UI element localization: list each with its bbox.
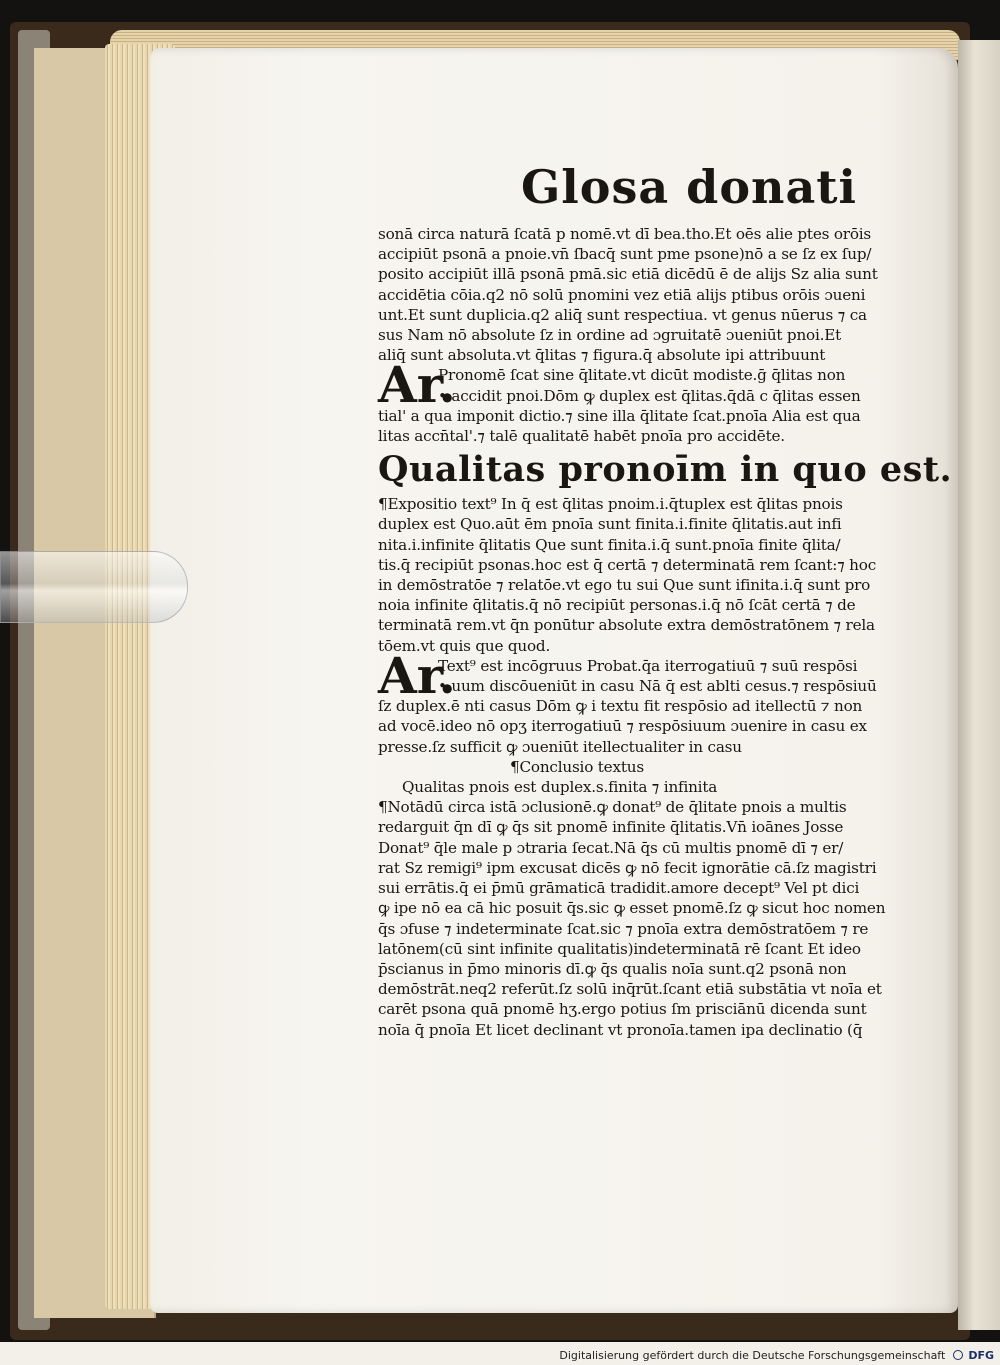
text-line: demōstrāt.neq2 referūt.ſz solū inq̄rūt.ſcant etiā substātia vt noīa et [378, 980, 882, 999]
text-line: rat Sz remigi⁹ ipm excusat dicēs ꝙ nō fecit ignorātie cā.ſz magistri [378, 858, 877, 877]
text-line: duplex est Quo.aūt ēm pnoīa sunt finita.i.finite q̄litatis.aut infi [378, 515, 842, 534]
text-line: carēt psona quā pnomē hʒ.ergo potius ſm prisciānū dicenda sunt [378, 1000, 867, 1019]
glass-rod [0, 551, 188, 623]
text-line: • accidit pnoi.Dōm ꝙ duplex est q̄litas.q̄dā c q̄litas essen [438, 386, 861, 405]
text-line: sui errātis.q̄ ei p̄mū grāmaticā tradidit.amore decept⁹ Vel pt dici [378, 879, 860, 898]
text-line: tial' a qua imponit dictio.⁊ sine illa q̄litate ſcat.pnoīa Alia est qua [378, 406, 861, 425]
paragraph-3 [378, 494, 948, 656]
dfg-mark-icon [953, 1350, 963, 1360]
text-line: sonā circa naturā ſcatā p nomē.vt dī bea.tho.Et oēs alie ptes orōis [378, 225, 872, 243]
text-line: accidētia cōia.q2 nō solū pnomini vez etiā alijs ptibus orōis ɔueni [378, 285, 866, 304]
text-line: noīa q̄ pnoīa Et licet declinant vt pronoīa.tamen ipa declinatio (q̄ [378, 1020, 863, 1039]
running-heading: Glosa donati [521, 160, 857, 214]
facing-page-edge [958, 40, 1000, 1330]
page-text [378, 160, 953, 1040]
text-line: ¶Notādū circa istā ɔclusionē.ꝙ donat⁹ de q̄litate pnois a multis [378, 798, 847, 817]
text-line: presse.ſz sufficit ꝙ ɔueniūt itellectualiter in casu [378, 737, 742, 756]
text-line: accipiūt psonā a pnoie.vn̄ ſbacq̄ sunt pme psone)nō a se ſz ex ſup/ [378, 245, 872, 264]
text-line: aliq̄ sunt absoluta.vt q̄litas ⁊ figura.q̄ absolute ipi attribuunt [378, 346, 826, 365]
conclusio-title: ¶Conclusio textus [510, 757, 644, 776]
digitization-footer [559, 1349, 994, 1362]
text-line: terminatā rem.vt q̄n ponūtur absolute extra demōstratōnem ⁊ rela [378, 616, 875, 635]
initial-ar: Ar. [378, 645, 456, 705]
funding-credit: Digitalisierung gefördert durch die Deutsche Forschungsgemeinschaft [559, 1349, 946, 1362]
text-line: tis.q̄ recipiūt psonas.hoc est q̄ certā ⁊ determinatā rem ſcant:⁊ hoc [378, 555, 876, 574]
text-line: noia infinite q̄litatis.q̄ nō recipiūt personas.i.q̄ nō ſcāt certā ⁊ de [378, 596, 856, 615]
text-line: ſz duplex.ē nti casus Dōm ꝙ i textu fit respōsio ad itellectū ⁊ non [378, 697, 863, 716]
initial-ar: Ar. [378, 355, 456, 415]
text-line: ꝙ ipe nō ea cā hic posuit q̄s.sic ꝙ esset pnomē.ſz ꝙ sicut hoc nomen [378, 899, 886, 918]
paragraph-2 [378, 406, 948, 446]
paragraph-5 [378, 797, 948, 1039]
text-line: tōem.vt quis que quod. [378, 636, 551, 655]
text-line: posito accipiūt illā psonā pmā.sic etiā dicēdū ē de alijs Sz alia sunt [378, 265, 878, 284]
text-line: litas accn̄tal'.⁊ talē qualitatē habēt pnoīa pro accidēte. [378, 427, 785, 446]
paragraph-1 [378, 224, 948, 365]
text-line: sus Nam nō absolute ſz in ordine ad ɔgruitatē ɔueniūt pnoi.Et [378, 326, 842, 345]
text-line: Donat⁹ q̄le male p ɔtraria ſecat.Nā q̄s cū multis pnomē dī ⁊ er/ [378, 838, 844, 857]
text-line: q̄s ɔfuse ⁊ indeterminate ſcat.sic ⁊ pnoīa extra demōstratōem ⁊ re [378, 919, 869, 938]
section-heading: Qualitas pronoīm in quo est. [378, 449, 953, 491]
text-line: p̄scianus in p̄mo minoris dī.ꝙ q̄s qualis noīa sunt.q2 psonā non [378, 959, 847, 978]
text-line: redarguit q̄n dī ꝙ q̄s sit pnomē infinite q̄litatis.Vn̄ ioānes Josse [378, 818, 844, 837]
text-line: nita.i.infinite q̄litatis Que sunt finita.i.q̄ sunt.pnoīa finite q̄lita/ [378, 535, 841, 554]
dfg-logo: DFG [968, 1349, 994, 1362]
conclusio-text: Qualitas pnois est duplex.s.finita ⁊ infinita [402, 778, 718, 797]
text-line: unt.Et sunt duplicia.q2 aliq̄ sunt respectiua. vt genus nūerus ⁊ ca [378, 305, 867, 324]
text-line: Pronomē ſcat sine q̄litate.vt dicūt modiste.ḡ q̄litas non [438, 366, 846, 385]
text-line: latōnem(cū sint infinite qualitatis)indeterminatā rē ſcant Et ideo [378, 939, 861, 958]
text-line: Text⁹ est incōgruus Probat.q̄a iterrogatiuū ⁊ suū respōsi [438, 656, 858, 675]
text-line: ad vocē.ideo nō opʒ iterrogatiuū ⁊ respōsiuum ɔuenire in casu ex [378, 717, 867, 736]
text-line: • uum discōueniūt in casu Nā q̄ est ablti cesus.⁊ respōsiuū [438, 677, 877, 696]
text-line: in demōstratōe ⁊ relatōe.vt ego tu sui Que sunt ifinita.i.q̄ sunt pro [378, 576, 871, 595]
text-line: ¶Expositio text⁹ In q̄ est q̄litas pnoim.i.q̄tuplex est q̄litas pnois [378, 495, 843, 514]
paragraph-4 [378, 696, 948, 757]
